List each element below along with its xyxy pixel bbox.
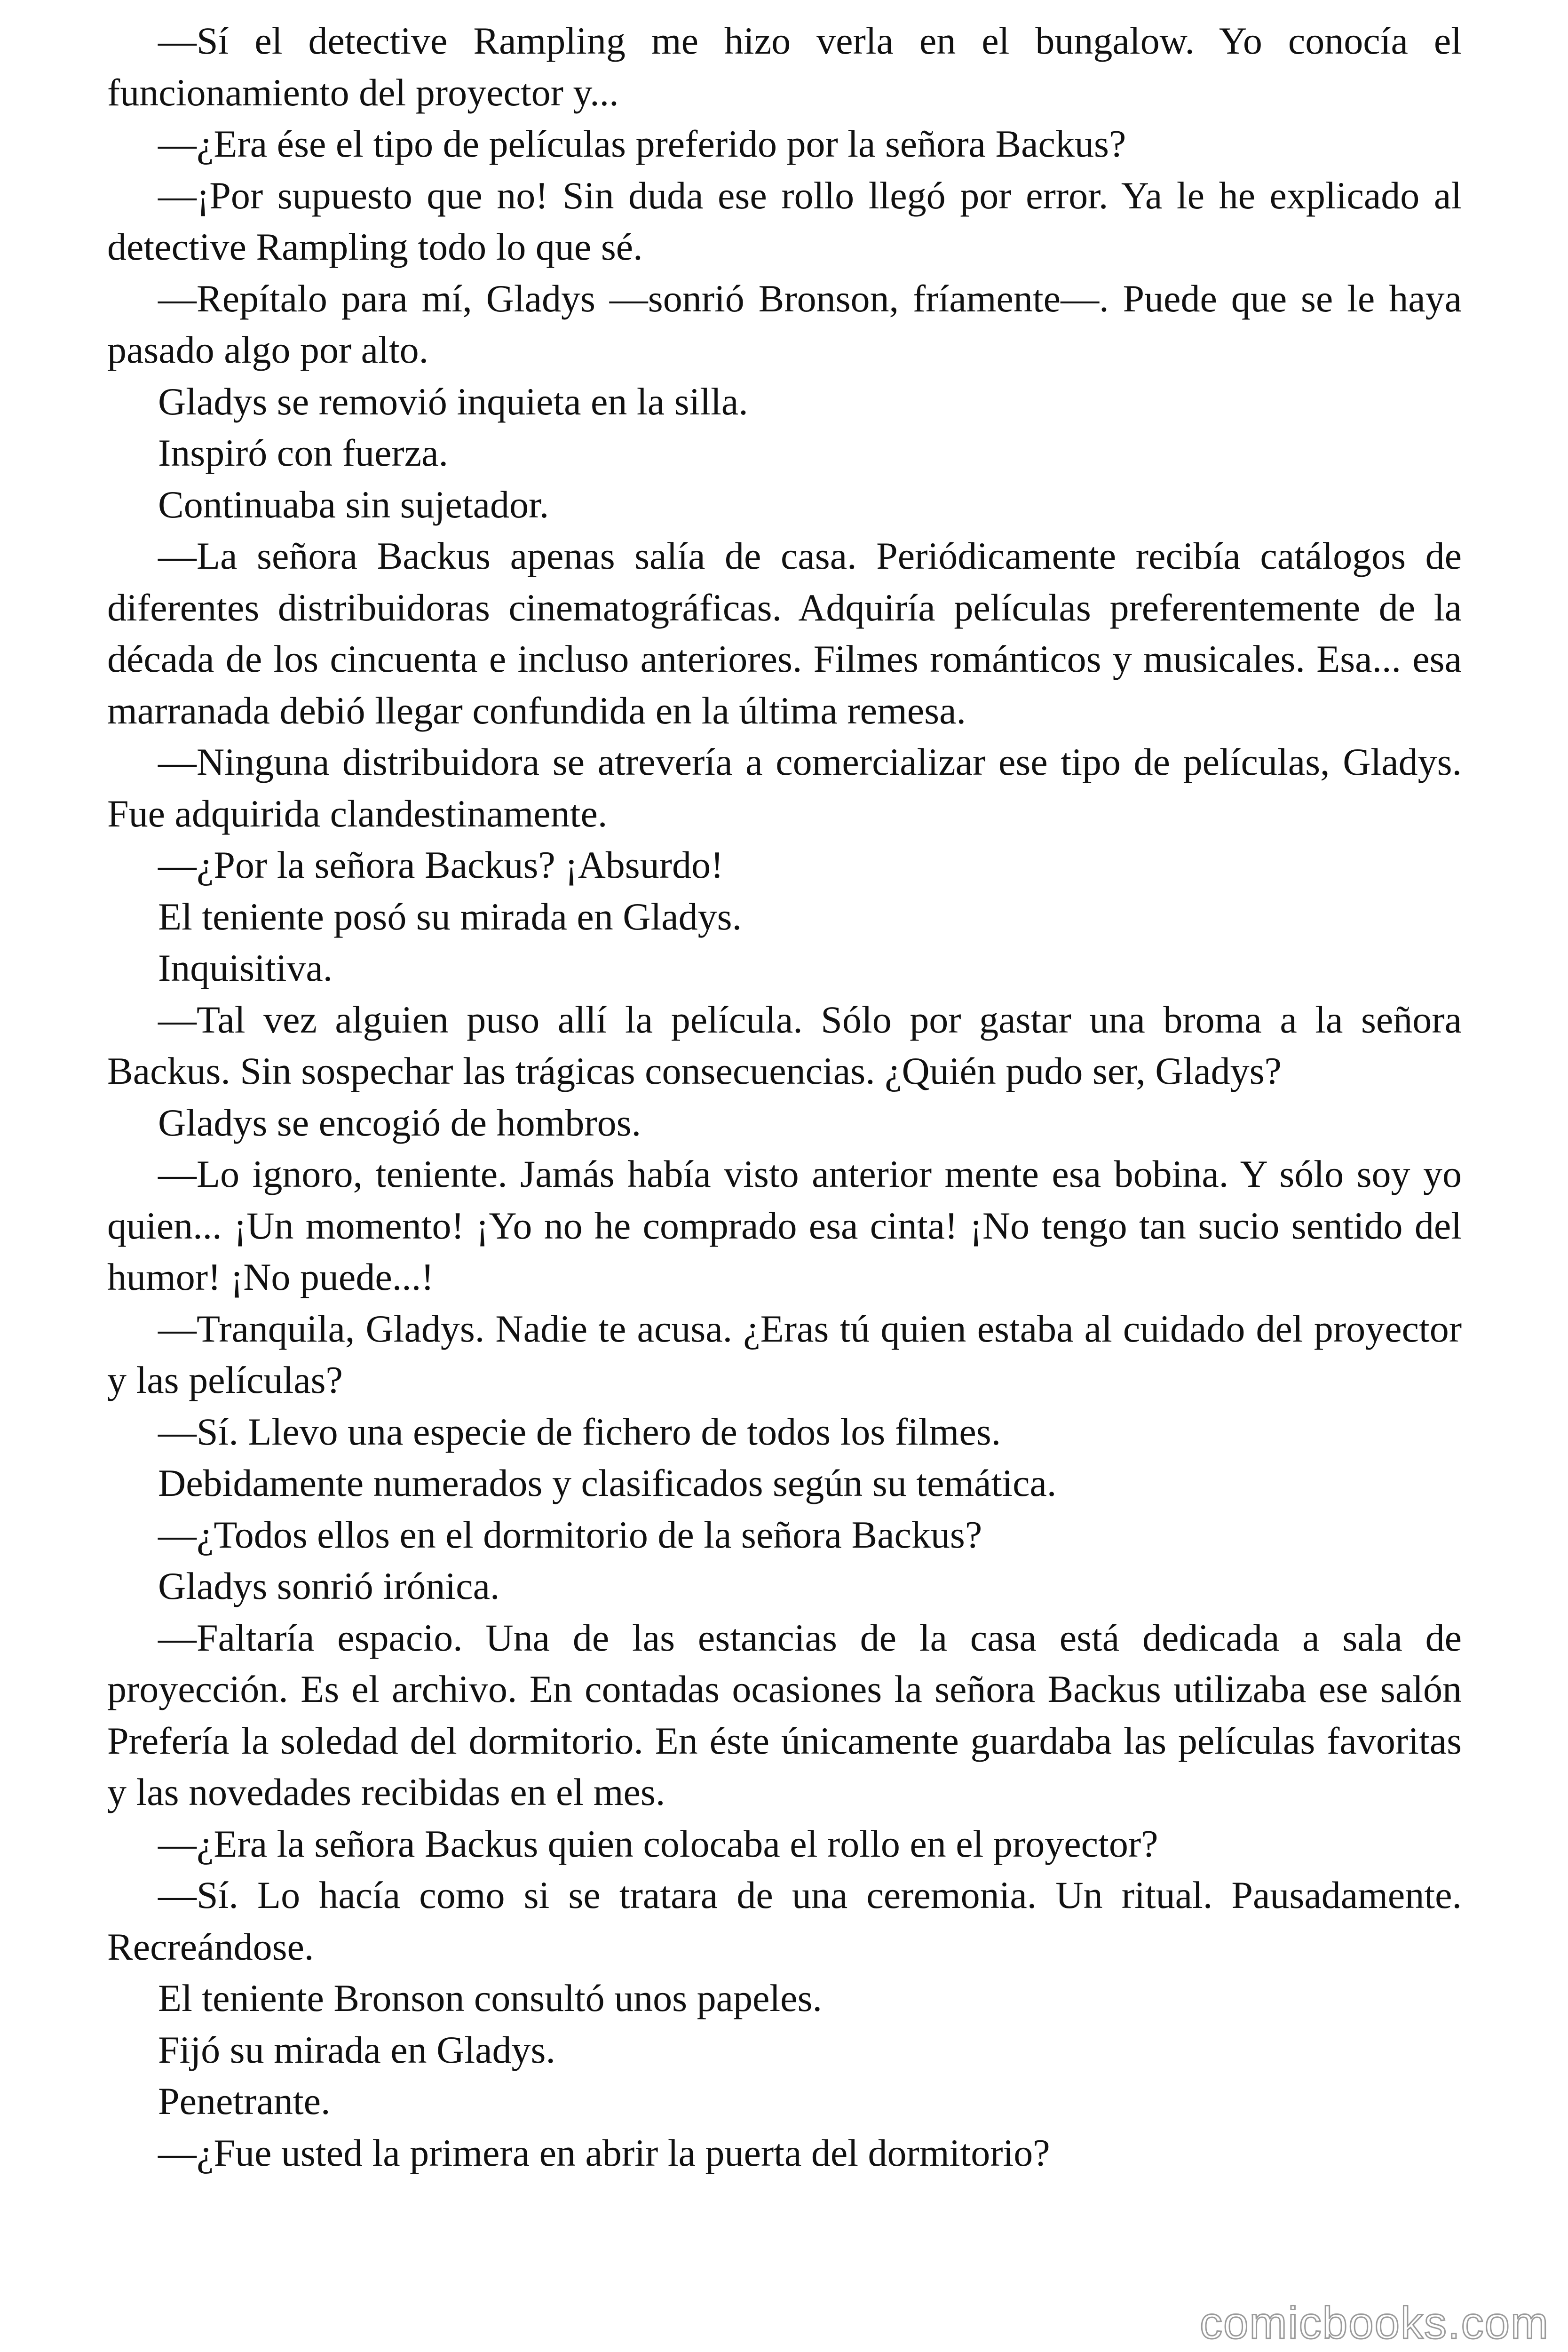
paragraph: —Repítalo para mí, Gladys —sonrió Bronson, fríamente—. Puede que se le haya pasado algo por alto. (107, 277, 1462, 371)
paragraph: —Faltaría espacio. Una de las estancias de la casa está dedicada a sala de proyección. Es el archivo. En contadas ocasiones la señora Backus utilizaba ese salón Prefería la soledad del dormitorio. En éste únicamente guardaba las películas favoritas y las novedades recibidas en el mes. (107, 1616, 1462, 1813)
paragraph: —Tranquila, Gladys. Nadie te acusa. ¿Eras tú quien estaba al cuidado del proyector y las películas? (107, 1307, 1462, 1401)
paragraph: Gladys se removió inquieta en la silla. (158, 380, 748, 423)
paragraph: El teniente Bronson consultó unos papeles. (158, 1977, 822, 2019)
paragraph: —¿Era ése el tipo de películas preferido por la señora Backus? (158, 122, 1126, 165)
paragraph: —Lo ignoro, teniente. Jamás había visto anterior mente esa bobina. Y sólo soy yo quien... ¡Un momento! ¡Yo no he comprado esa cinta! ¡No tengo tan sucio sentido del humor! ¡No puede...! (107, 1152, 1462, 1298)
body-text (107, 15, 1462, 2178)
paragraph: —¿Era la señora Backus quien colocaba el rollo en el proyector? (158, 1822, 1158, 1865)
paragraph: —Sí el detective Rampling me hizo verla en el bungalow. Yo conocía el funcionamiento del proyector y... (107, 19, 1462, 114)
watermark: comicbooks.com (1200, 2298, 1549, 2348)
paragraph: Inquisitiva. (158, 946, 333, 989)
paragraph: —¿Por la señora Backus? ¡Absurdo! (158, 843, 724, 886)
paragraph: Continuaba sin sujetador. (158, 483, 549, 526)
paragraph: Penetrante. (158, 2080, 331, 2122)
paragraph: —¡Por supuesto que no! Sin duda ese rollo llegó por error. Ya le he explicado al detective Rampling todo lo que sé. (107, 174, 1462, 268)
paragraph: —Sí. Lo hacía como si se tratara de una ceremonia. Un ritual. Pausadamente. Recreándose. (107, 1874, 1462, 1968)
paragraph: —La señora Backus apenas salía de casa. Periódicamente recibía catálogos de diferentes distribuidoras cinematográficas. Adquiría películas preferentemente de la década de los cincuenta e incluso anteriores. Filmes románticos y musicales. Esa... esa marranada debió llegar confundida en la última remesa. (107, 534, 1462, 732)
paragraph: Debidamente numerados y clasificados según su temática. (158, 1462, 1057, 1504)
paragraph: El teniente posó su mirada en Gladys. (158, 895, 742, 938)
paragraph: Gladys sonrió irónica. (158, 1565, 500, 1607)
paragraph: —¿Todos ellos en el dormitorio de la señora Backus? (158, 1513, 982, 1556)
paragraph: Fijó su mirada en Gladys. (158, 2028, 555, 2071)
paragraph: —Ninguna distribuidora se atrevería a comercializar ese tipo de películas, Gladys. Fue adquirida clandestinamente. (107, 740, 1462, 835)
paragraph: —Tal vez alguien puso allí la película. Sólo por gastar una broma a la señora Backus. Sin sospechar las trágicas consecuencias. ¿Quién pudo ser, Gladys? (107, 998, 1462, 1092)
paragraph: Inspiró con fuerza. (158, 431, 449, 474)
paragraph: Gladys se encogió de hombros. (158, 1101, 641, 1144)
paragraph: —¿Fue usted la primera en abrir la puerta del dormitorio? (158, 2131, 1050, 2174)
paragraph: —Sí. Llevo una especie de fichero de todos los filmes. (158, 1410, 1001, 1453)
